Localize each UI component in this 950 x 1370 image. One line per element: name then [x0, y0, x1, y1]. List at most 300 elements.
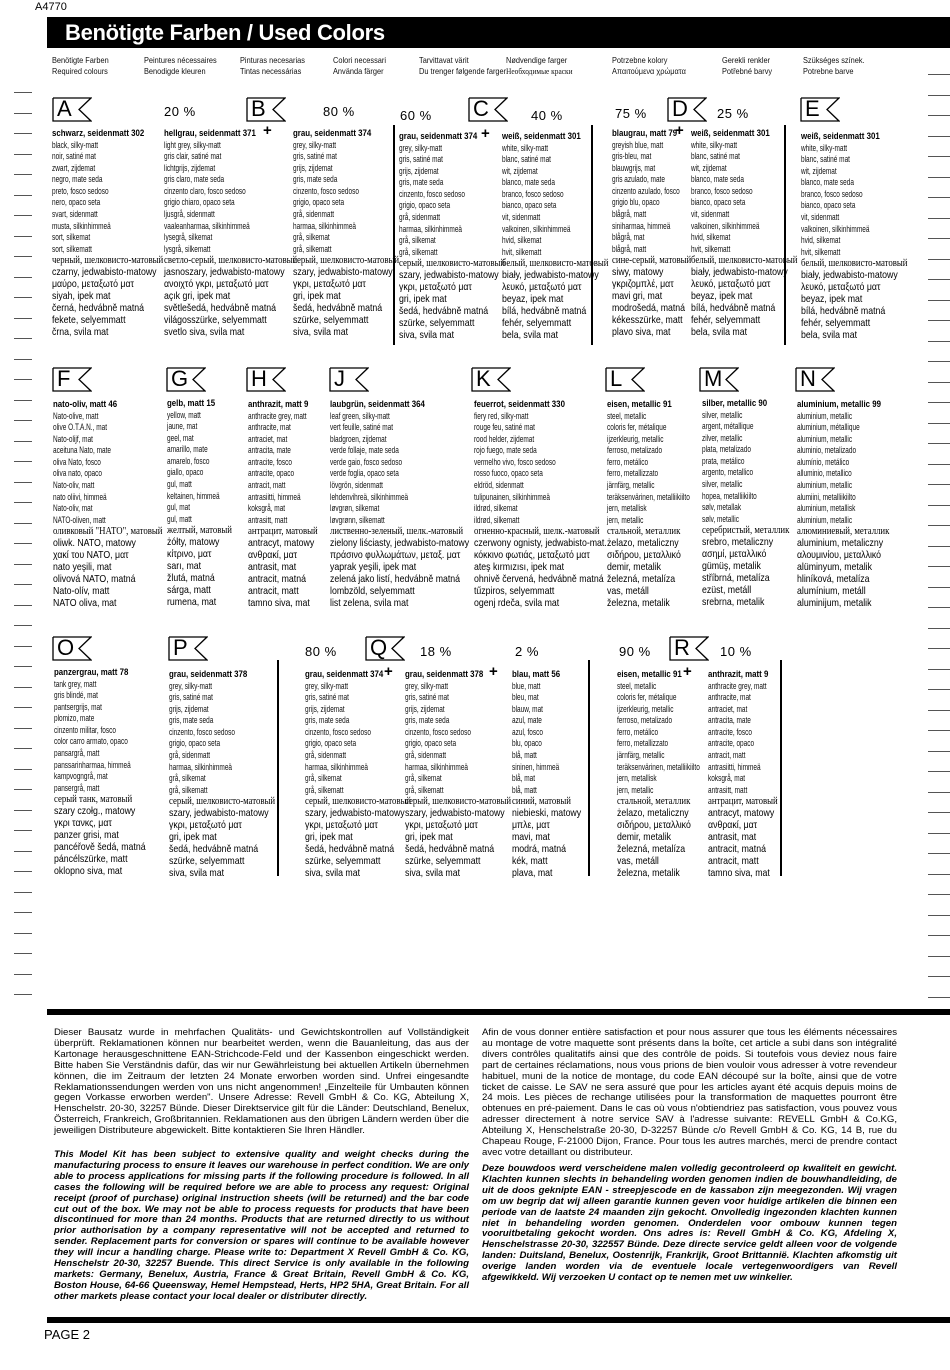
color-entry-blau — [512, 669, 592, 880]
color-name-translation: μπλε, ματ — [512, 820, 550, 832]
color-name-translation: blu, opaco — [512, 738, 542, 749]
color-label-q — [365, 636, 403, 660]
color-name-main: grau, seidenmatt 374 — [293, 128, 372, 139]
color-name-translation: fehér, selyemmatt — [691, 314, 761, 326]
color-name-translation: sarı, mat — [167, 561, 202, 573]
color-name-translation: grigio, opaco seta — [293, 197, 345, 208]
margin-mark — [928, 95, 950, 96]
header-language-line: Required colours — [52, 66, 108, 76]
color-name-translation: antracita, mate — [248, 445, 291, 456]
color-name-translation: anthracite, mat — [248, 422, 291, 433]
color-name-translation: yaprak yeşili, ipek mat — [330, 562, 417, 574]
margin-mark — [14, 605, 32, 606]
color-name-translation: czerwony ognisty, jedwabisto-mat. — [474, 538, 607, 550]
color-name-translation: panssarinharmaa, himmeä — [54, 759, 131, 770]
margin-mark — [14, 769, 32, 770]
color-name-translation: γκρι τανκς, ματ — [54, 818, 112, 830]
color-name-translation: rosso fuoco, opaco seta — [474, 468, 543, 479]
color-name-translation: rood helder, zijdemat — [474, 433, 535, 444]
color-name-translation: grijs, zijdemat — [305, 703, 345, 714]
color-name-translation: sininen, himmeä — [512, 761, 560, 772]
color-name-translation: koksgrå, mat — [248, 503, 286, 514]
color-name-translation: черный, шелковисто-матовый — [52, 255, 164, 267]
color-name-translation: argento, metallico — [702, 467, 754, 478]
color-name-translation: κίτρινο, ματ — [167, 549, 212, 561]
margin-mark — [928, 423, 950, 424]
color-name-translation: ferro, metallizzato — [607, 468, 659, 479]
margin-mark — [928, 915, 950, 916]
header-language-line: Benötigte Farben — [52, 55, 109, 65]
color-name-translation: γκρι, μεταξωτό ματ — [293, 279, 366, 291]
color-name-translation: λευκό, μεταξωτό ματ — [801, 282, 881, 294]
color-name-translation: ogenj rdeča, svila mat — [474, 597, 560, 609]
color-label-h — [246, 367, 284, 391]
color-name-translation: gris, mate seda — [305, 715, 350, 726]
color-name-main: weiß, seidenmatt 301 — [801, 131, 880, 142]
color-name-translation: blanc, satiné mat — [691, 151, 740, 162]
margin-mark — [14, 195, 32, 196]
notice-french: Afin de vous donner entière satisfaction et pour nous assurer que tous les éléments nécessaires au montage de votre maquette sont présents dans la boîte, cet article a subi dans son intégralité divers contrôles qualitatifs ainsi que des contrôle de poids. Si toutefois vous deviez nous faire part de certaines réclamations, nous vous prions de bien vouloir vous adresser à votre revendeur habituel, muni de la notice de montage, du code EAN découpé sur la boîte, ainsi que de votre ticket de caisse. Le SAV ne sera assuré que pour les articles ayant été acquis depuis moins de 24 mois. Les pièces de rechange utilisées pour la transformation de maquettes pourront être obtenues en pré-paiement. Dans le cas où vous n'obtiendriez pas satisfaction, vous pouvez vous adresser directement à notre service SAV à l'adresse suivante: REVELL GmbH & Co.KG, Abteilung X, Henschelstraße 20-30, D-32257 Bünde c/o Revell GmbH & Co. KG, 14 B, rue du Chapeau Rouge, F-21000 Dijon, France. Pour tous les autres marchés, merci de prendre contact avec votre detaillant ou distributeur. — [482, 1027, 897, 1158]
color-name-translation: cinzento, fosco sedoso — [293, 185, 359, 196]
color-name-translation: антрацит, матовый — [248, 526, 318, 538]
color-name-main: blau, matt 56 — [512, 669, 561, 680]
color-name-translation: grey, silky-matt — [169, 680, 213, 691]
color-name-translation: beyaz, ipek mat — [691, 291, 753, 303]
color-name-translation: antracyt, matowy — [248, 538, 315, 550]
margin-mark — [14, 912, 32, 913]
color-name-translation: grey, silky-matt — [405, 680, 449, 691]
color-name-translation: blue, matt — [512, 680, 541, 691]
margin-mark — [14, 707, 32, 708]
color-name-translation: ferroso, metalizado — [617, 715, 673, 726]
color-name-translation: Nato-oliv, matt — [53, 480, 95, 491]
color-name-translation: vermelho vivo, fosco sedoso — [474, 456, 556, 467]
color-entry-grau — [293, 128, 416, 339]
color-name-translation: giallo, opaco — [167, 467, 204, 478]
color-name-translation: preto, fosco sedoso — [52, 185, 109, 196]
margin-mark — [14, 92, 32, 93]
color-name-translation: hopea, metalliikiilto — [702, 490, 757, 501]
color-name-translation: rouge feu, satiné mat — [474, 422, 535, 433]
color-name-translation: hvid, silkemat — [502, 235, 542, 246]
margin-mark — [928, 279, 950, 280]
color-name-translation: branco, fosco sedoso — [502, 188, 564, 199]
color-name-translation: hvit, silkematt — [691, 243, 731, 254]
color-name-translation: gris azulado, mate — [612, 174, 665, 185]
margin-mark — [928, 546, 950, 547]
color-name-translation: aluminium, metallic — [797, 433, 853, 444]
margin-mark — [928, 935, 950, 936]
margin-mark — [14, 318, 32, 319]
color-name-translation: γκρι, μεταξωτό ματ — [399, 282, 472, 294]
margin-mark — [928, 894, 950, 895]
plus-sign: + — [263, 122, 272, 139]
color-label-c — [468, 97, 506, 121]
color-name-translation: gul, matt — [167, 513, 192, 524]
color-name-translation: серый, шелковисто-матовый — [399, 258, 506, 270]
color-name-translation: antracyt, matowy — [708, 808, 775, 820]
color-name-translation: ανοιχτό γκρι, μεταξωτό ματ — [164, 279, 269, 291]
margin-mark — [928, 648, 950, 649]
color-name-translation: vit, sidenmatt — [502, 212, 541, 223]
header-language-line: Du trenger følgende farger — [419, 66, 507, 76]
color-entry-gelb — [167, 398, 243, 609]
color-name-translation: серый, шелковисто-матовый — [293, 255, 400, 267]
color-name-translation: tulipunainen, silkinhimmeä — [474, 491, 551, 502]
color-name-translation: zielony liściasty, jedwabisto-matowy — [330, 538, 470, 550]
color-name-translation: светло-серый, шелковисто-матовый — [164, 255, 298, 267]
color-name-translation: løvgrøn, silkemat — [330, 503, 380, 514]
color-name-translation: alumínio, metálico — [797, 456, 850, 467]
color-name-translation: cinzento militar, fosco — [54, 724, 116, 735]
color-name-translation: černá, hedvábně matná — [52, 303, 145, 315]
color-name-translation: серый, шелковисто-матовый — [169, 796, 276, 808]
color-name-translation: żelazo, metaliczny — [617, 808, 689, 820]
margin-mark — [14, 748, 32, 749]
color-name-translation: pansargrå, matt — [54, 748, 100, 759]
color-name-translation: järnfärg, metallic — [607, 480, 655, 491]
color-name-translation: antrasitt, matt — [248, 514, 288, 525]
color-name-translation: biały, jedwabisto-matowy — [801, 270, 898, 282]
color-label-letter: F — [57, 366, 71, 391]
color-name-translation: nato oliivi, himmeä — [53, 491, 107, 502]
color-name-translation: jern, metallisk — [617, 773, 657, 784]
color-name-translation: lombzöld, selyemmatt — [330, 585, 415, 597]
color-name-translation: серый танк, матовый — [54, 794, 133, 806]
margin-mark — [14, 154, 32, 155]
percent-q-grau378: 18 % — [420, 644, 452, 659]
margin-mark — [14, 379, 32, 380]
color-name-translation: antracit, matt — [248, 480, 286, 491]
color-name-translation: nato yeşili, mat — [53, 562, 112, 574]
color-name-translation: mavi gri, mat — [612, 291, 663, 303]
color-name-translation: gris, satiné mat — [399, 154, 443, 165]
color-name-translation: siva, svila mat — [305, 867, 361, 879]
color-name-translation: siva, svila mat — [169, 867, 225, 879]
color-name-translation: siniharmaa, himmeä — [612, 220, 671, 231]
margin-mark — [928, 771, 950, 772]
header-language-line: Απαιτούμενα χρώματα — [612, 66, 686, 76]
color-name-translation: gri, ipek mat — [399, 294, 447, 306]
color-name-translation: λευκό, μεταξωτό ματ — [691, 279, 771, 291]
color-name-translation: vit, sidenmatt — [691, 209, 730, 220]
color-name-translation: jern, metallic — [617, 784, 654, 795]
header-language-line: Nødvendige farger — [506, 55, 568, 65]
color-name-translation: alumínium, metáll — [797, 585, 866, 597]
header-language-line: Potrzebne kolory — [612, 55, 668, 65]
header-language-cell — [240, 55, 305, 77]
color-name-translation: cinzento, fosco sedoso — [399, 188, 465, 199]
margin-mark — [928, 259, 950, 260]
color-name-translation: biały, jedwabisto-matowy — [691, 267, 788, 279]
percent-q-grau374: 80 % — [305, 644, 337, 659]
color-entry-grau378 — [405, 669, 528, 880]
color-name-translation: tűzpiros, selyemmatt — [474, 585, 555, 597]
color-name-translation: lysegrå, silkemat — [164, 232, 213, 243]
margin-mark — [928, 792, 950, 793]
color-name-translation: silver, metallic — [702, 479, 743, 490]
color-name-translation: szary, jedwabisto-matowy — [169, 808, 269, 820]
color-name-translation: coloris fer, métalique — [617, 692, 677, 703]
color-name-translation: teräksenvärinen, metalliikiilto — [607, 491, 690, 502]
color-name-translation: valkoinen, silkinhimmeä — [691, 220, 760, 231]
color-name-translation: szary, jedwabisto-matowy — [405, 808, 505, 820]
color-name-main: aluminium, metallic 99 — [797, 399, 881, 410]
color-name-translation: lichtgrijs, zijdemat — [164, 162, 216, 173]
color-name-translation: gris-bleu, mat — [612, 151, 652, 162]
color-name-translation: синий, матовый — [512, 796, 571, 808]
color-name-translation: grey, silky-matt — [293, 139, 337, 150]
color-name-translation: azul, mate — [512, 715, 542, 726]
color-name-translation: aluminium, metallisk — [797, 503, 856, 514]
color-name-translation: alüminyum, metalik — [797, 562, 872, 574]
margin-mark — [14, 933, 32, 934]
color-name-translation: szürke, selyemmatt — [405, 855, 481, 867]
color-name-translation: svetlo siva, svila mat — [164, 326, 245, 338]
color-name-translation: ildrød, silkemat — [474, 503, 518, 514]
percent-a-b: 20 % — [164, 104, 196, 119]
color-name-translation: antracit, matná — [248, 574, 306, 586]
percent-b: 80 % — [323, 104, 355, 119]
color-label-letter: L — [610, 366, 623, 391]
color-name-translation: grigio, opaco seta — [305, 738, 357, 749]
color-label-p — [168, 636, 206, 660]
margin-mark — [928, 464, 950, 465]
color-entry-grau378 — [169, 669, 292, 880]
color-name-translation: svart, sidenmatt — [52, 209, 98, 220]
color-name-translation: ohnivě červená, hedvábně matná — [474, 574, 604, 586]
color-name-translation: aluminium, metallic — [797, 514, 853, 525]
margin-mark — [14, 441, 32, 442]
color-name-translation: bela, svila mat — [801, 329, 858, 341]
header-language-line: Необходимые краски — [506, 66, 573, 76]
margin-mark — [14, 523, 32, 524]
color-name-translation: oklopno siva, mat — [54, 865, 123, 877]
margin-mark — [14, 810, 32, 811]
margin-mark — [928, 300, 950, 301]
color-name-translation: rumena, mat — [167, 596, 217, 608]
color-name-translation: hvit, silkematt — [502, 246, 542, 257]
margin-mark — [928, 730, 950, 731]
color-name-translation: ljusgrå, sidenmatt — [164, 209, 215, 220]
color-label-letter: M — [704, 366, 723, 391]
percent-d-weiss: 25 % — [717, 106, 749, 121]
color-name-translation: harmaa, silkinhimmeä — [405, 761, 469, 772]
color-name-translation: plata, metalizado — [702, 444, 751, 455]
color-entry-laubgruen — [330, 399, 492, 610]
margin-mark — [928, 505, 950, 506]
color-name-translation: μαύρο, μεταξωτό ματ — [52, 279, 134, 291]
header-language-line: Pinturas necesarias — [240, 55, 305, 65]
color-name-translation: hvid, silkemat — [801, 235, 841, 246]
color-name-translation: tank grey, matt — [54, 678, 97, 689]
color-name-translation: алюминиевый, металлик — [797, 526, 890, 538]
margin-mark — [928, 628, 950, 629]
color-name-translation: γκριζομπλέ, ματ — [612, 279, 674, 291]
color-name-translation: geel, mat — [167, 432, 194, 443]
color-label-letter: J — [334, 366, 345, 391]
color-name-translation: oliwk. NATO, matowy — [53, 538, 136, 550]
color-name-translation: blå, mat — [512, 773, 536, 784]
color-name-translation: coloris fer, métalique — [607, 422, 667, 433]
color-name-translation: bladgroen, zijdemat — [330, 433, 387, 444]
color-name-translation: plava, mat — [512, 867, 553, 879]
color-name-translation: szürke, selyemmatt — [305, 855, 381, 867]
margin-mark — [928, 341, 950, 342]
color-name-translation: zwart, zijdemat — [52, 162, 96, 173]
margin-mark — [14, 728, 32, 729]
divider-rule — [47, 1009, 950, 1015]
margin-mark — [928, 976, 950, 977]
color-name-translation: стальной, металлик — [607, 526, 681, 538]
color-name-translation: серый, шелковисто-матовый — [305, 796, 412, 808]
color-name-translation: kampvogngrå, mat — [54, 771, 108, 782]
color-name-translation: szürke, selyemmatt — [293, 314, 369, 326]
color-name-translation: grijs, zijdemat — [405, 703, 445, 714]
margin-mark — [928, 156, 950, 157]
color-label-e — [800, 97, 838, 121]
color-name-translation: hliníková, metalíza — [797, 574, 870, 586]
page-number: PAGE 2 — [44, 1327, 91, 1342]
color-name-translation: ασημί, μεταλλικό — [702, 549, 767, 561]
color-name-translation: gris, satiné mat — [305, 692, 349, 703]
color-label-letter: Q — [370, 635, 388, 660]
margin-mark — [928, 566, 950, 567]
color-name-translation: valkoinen, silkinhimmeä — [801, 223, 870, 234]
color-label-g — [166, 367, 204, 391]
color-name-main: grau, seidenmatt 374 — [305, 669, 384, 680]
color-label-letter: G — [171, 366, 189, 391]
margin-mark — [928, 607, 950, 608]
color-name-translation: bílá, hedvábně matná — [502, 306, 587, 318]
color-name-translation: açık gri, ipek mat — [164, 291, 231, 303]
color-name-translation: γκρι, μεταξωτό ματ — [305, 820, 378, 832]
margin-mark — [14, 666, 32, 667]
color-name-translation: cinzento claro, fosco sedoso — [164, 185, 246, 196]
header-language-cell — [144, 55, 217, 77]
color-name-translation: bianco, opaco seta — [502, 200, 557, 211]
color-name-translation: antracit, matná — [708, 844, 766, 856]
color-name-translation: steel, metallic — [607, 410, 647, 421]
margin-mark — [928, 382, 950, 383]
color-name-translation: koksgrå, mat — [708, 773, 746, 784]
color-name-translation: gümüş, metalik — [702, 561, 761, 573]
color-name-translation: оливковый "НАТО", матовый — [53, 526, 163, 538]
color-name-translation: γκρι, μεταξωτό ματ — [169, 820, 242, 832]
color-name-translation: gris, satiné mat — [405, 692, 449, 703]
color-name-translation: blauw, mat — [512, 703, 543, 714]
margin-mark — [14, 687, 32, 688]
plus-sign: + — [489, 663, 498, 680]
color-name-translation: antrasiitti, himmeä — [708, 761, 761, 772]
color-name-translation: železna, metalik — [617, 867, 680, 879]
color-name-translation: modrošedá, matná — [612, 303, 686, 315]
color-name-translation: grå, silkemat — [305, 773, 342, 784]
margin-mark — [928, 669, 950, 670]
color-name-main: grau, seidenmatt 378 — [169, 669, 248, 680]
color-name-translation: harmaa, silkinhimmeä — [305, 761, 369, 772]
margin-mark — [14, 400, 32, 401]
color-name-main: anthrazit, matt 9 — [708, 669, 769, 680]
color-name-translation: tamno siva, mat — [708, 867, 770, 879]
color-name-translation: cinzento azulado, fosco — [612, 185, 680, 196]
color-name-translation: silver, metallic — [702, 409, 743, 420]
color-name-translation: blanco, mate seda — [801, 177, 854, 188]
color-name-translation: biały, jedwabisto-matowy — [502, 270, 599, 282]
color-name-translation: żółty, matowy — [167, 537, 220, 549]
color-name-translation: jern, metallisk — [607, 503, 647, 514]
color-name-translation: antraciet, mat — [708, 703, 748, 714]
color-name-translation: verde foglia, opaco seta — [330, 468, 399, 479]
color-name-translation: grijs, zijdemat — [293, 162, 333, 173]
color-name-translation: stříbrná, metalíza — [702, 573, 770, 585]
color-label-letter: H — [251, 366, 267, 391]
color-name-translation: bílá, hedvábně matná — [691, 303, 776, 315]
color-name-translation: sort, silkematt — [52, 243, 92, 254]
margin-mark — [928, 956, 950, 957]
color-name-translation: antracite, fosco — [708, 726, 752, 737]
color-name-translation: grigio chiaro, opaco seta — [164, 197, 235, 208]
color-name-translation: blå, matt — [512, 750, 537, 761]
header-language-cell — [506, 55, 573, 77]
color-name-translation: zelená jako listí, hedvábně matná — [330, 574, 461, 586]
percent-c-grau: 60 % — [400, 108, 432, 123]
color-name-translation: oliva Nato, fosco — [53, 456, 101, 467]
footer-rule — [47, 1317, 950, 1323]
color-name-translation: antracite, opaco — [708, 738, 755, 749]
margin-mark — [14, 174, 32, 175]
color-name-translation: negro, mate seda — [52, 174, 103, 185]
color-name-translation: blanc, satiné mat — [801, 154, 850, 165]
color-name-translation: fiery red, silky-matt — [474, 410, 529, 421]
margin-mark — [928, 710, 950, 711]
color-entry-feuerrot — [474, 399, 628, 610]
color-name-translation: grå, silkemat — [399, 235, 436, 246]
color-name-translation: белый, шелковисто-матовый — [502, 258, 609, 270]
color-label-r — [669, 636, 707, 660]
header-language-line: Benodigde kleuren — [144, 66, 206, 76]
color-name-translation: ezüst, metáll — [702, 584, 752, 596]
color-name-translation: blauwgrijs, mat — [612, 162, 656, 173]
color-name-translation: železná, metalíza — [617, 844, 686, 856]
color-name-translation: cinzento, fosco sedoso — [169, 726, 235, 737]
color-name-translation: modrá, matná — [512, 844, 567, 856]
color-label-letter: R — [674, 635, 690, 660]
header-language-cell — [52, 55, 109, 77]
color-name-translation: niebieski, matowy — [512, 808, 582, 820]
color-name-translation: antraciet, mat — [248, 433, 288, 444]
color-name-translation: antracit, matt — [248, 585, 299, 597]
color-name-translation: železná, metalíza — [607, 574, 676, 586]
color-name-translation: cinzento, fosco sedoso — [405, 726, 471, 737]
color-name-translation: pansergrå, matt — [54, 782, 100, 793]
color-name-translation: aluminijum, metalik — [797, 597, 872, 609]
color-name-translation: gris blindé, mat — [54, 690, 98, 701]
color-name-translation: ijzerkleurig, metallic — [607, 433, 664, 444]
color-name-translation: NATO oliva, mat — [53, 597, 117, 609]
color-name-translation: grigio, opaco seta — [405, 738, 457, 749]
color-label-a — [52, 97, 90, 121]
color-name-translation: black, silky-matt — [52, 139, 99, 150]
color-name-translation: blå, matt — [512, 784, 537, 795]
color-name-translation: järnfärg, metallic — [617, 750, 665, 761]
color-name-translation: amarillo, mate — [167, 444, 208, 455]
color-label-letter: P — [173, 635, 188, 660]
color-name-translation: szürke, selyemmatt — [169, 855, 245, 867]
color-name-translation: grå, sidenmatt — [305, 750, 347, 761]
color-name-translation: szary, jedwabisto-matowy — [293, 267, 393, 279]
color-name-translation: siva, svila mat — [293, 326, 349, 338]
